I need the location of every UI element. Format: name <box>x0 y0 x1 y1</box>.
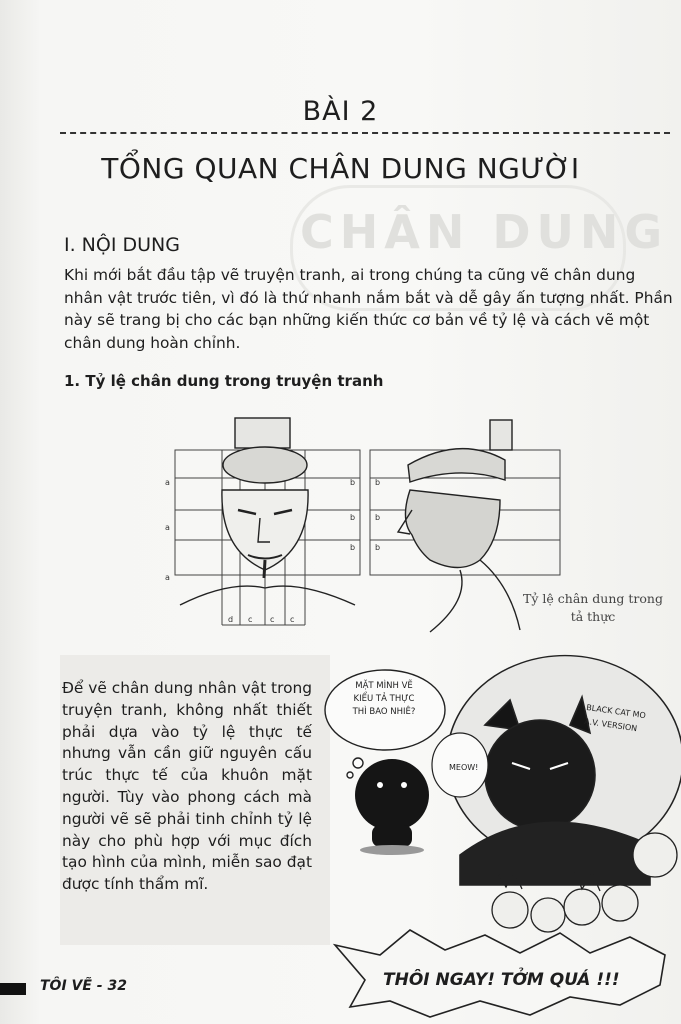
chibi-cat-character <box>355 759 429 855</box>
label-d-1: d <box>228 615 234 624</box>
label-a-3: a <box>165 573 170 582</box>
portrait-proportion-diagram <box>160 410 570 640</box>
label-a-1: a <box>165 478 170 487</box>
show-through-lettering: CHÂN DUNG <box>300 205 669 259</box>
label-a-2: a <box>165 523 170 532</box>
meow-text: MEOW! <box>449 763 479 772</box>
label-b-1: b <box>350 478 356 487</box>
shout-text: THÔI NGAY! TỞM QUÁ !!! <box>383 970 620 990</box>
side-view-face <box>398 420 520 632</box>
label-b-3: b <box>350 543 356 552</box>
label-c-1: c <box>248 615 253 624</box>
dashed-divider <box>60 132 670 134</box>
label-b-2: b <box>350 513 356 522</box>
subheading: 1. Tỷ lệ chân dung trong truyện tranh <box>64 372 384 390</box>
label-b-5: b <box>375 513 381 522</box>
label-b-4: b <box>375 478 381 487</box>
page-title: TỔNG QUAN CHÂN DUNG NGƯỜI <box>101 152 580 185</box>
label-c-3: c <box>290 615 295 624</box>
label-b-6: b <box>375 543 381 552</box>
footer-marker <box>0 983 26 995</box>
body-paragraph: Để vẽ chân dung nhân vật trong truyện tranh, không nhất thiết phải dựa vào tỷ lệ thực tế nhưng vẫn cần giữ nguyên cấu trúc thực tế của khuôn mặt người. Tùy vào phong cách mà người vẽ sẽ phải tinh chỉnh tỷ lệ này cho phù hợp với mục đích tạo hình của mình, miễn sao đạt được tính thẩm mĩ. <box>62 679 313 894</box>
section-heading: I. NỘI DUNG <box>64 234 180 256</box>
chibi-speech-text: MẶT MÌNH VẼ KIỂU TẢ THỰC THÌ BAO NHIÊ? <box>352 681 416 717</box>
label-c-2: c <box>270 615 275 624</box>
lesson-label: BÀI 2 <box>302 96 379 127</box>
diagram-caption: Tỷ lệ chân dung trong tả thực <box>523 591 663 624</box>
page-footer: TÔI VẼ - 32 <box>40 978 127 994</box>
black-cat-caption: BLACK CAT MO A.V. VERSION <box>583 702 647 734</box>
front-view-face <box>180 418 355 605</box>
intro-paragraph: Khi mới bắt đầu tập vẽ truyện tranh, ai trong chúng ta cũng vẽ chân dung nhân vật trước tiên, vì đó là thứ nhanh nắm bắt và dễ gây ấn tượng nhất. Phần này sẽ trang bị cho các bạn những kiến thức cơ bản về tỷ lệ và cách vẽ một chân dung hoàn chỉnh. <box>64 266 673 352</box>
